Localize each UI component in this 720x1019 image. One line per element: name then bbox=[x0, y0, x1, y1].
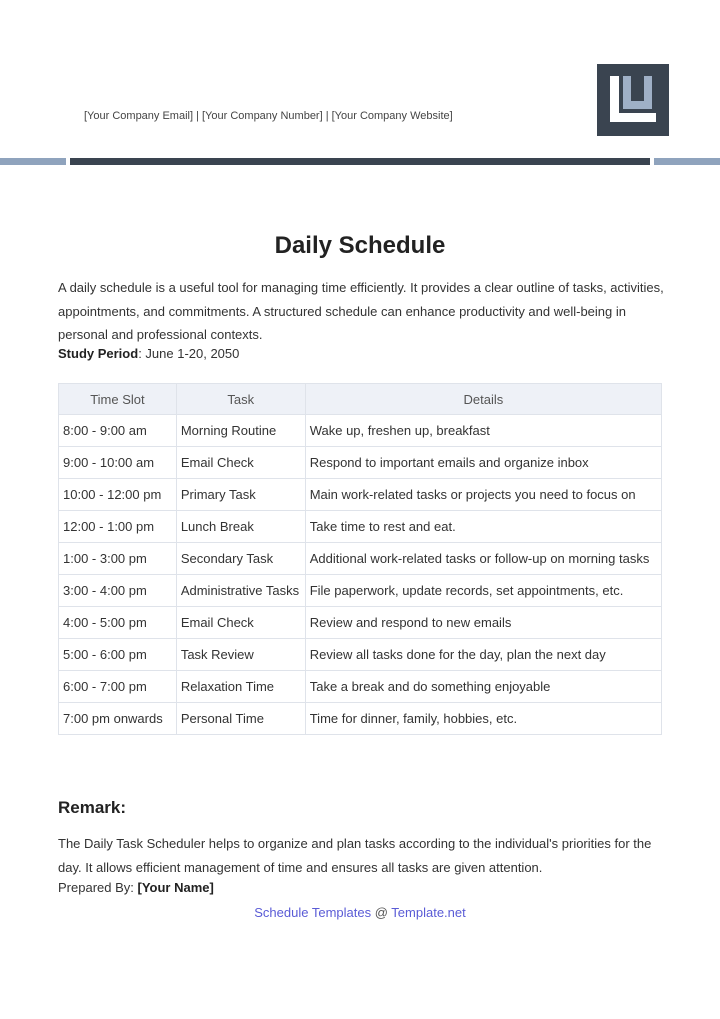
details-cell: Additional work-related tasks or follow-up on morning tasks bbox=[305, 543, 661, 575]
study-period bbox=[58, 346, 239, 361]
table-row bbox=[59, 671, 662, 703]
time-slot-cell: 8:00 - 9:00 am bbox=[59, 415, 177, 447]
task-cell: Task Review bbox=[176, 639, 305, 671]
header-band-left bbox=[0, 158, 66, 165]
table-row bbox=[59, 479, 662, 511]
task-cell: Email Check bbox=[176, 447, 305, 479]
table-row bbox=[59, 543, 662, 575]
schedule-templates-link[interactable]: Schedule Templates bbox=[254, 905, 372, 920]
column-header-task: Task bbox=[176, 384, 305, 415]
time-slot-cell: 1:00 - 3:00 pm bbox=[59, 543, 177, 575]
task-cell: Primary Task bbox=[176, 479, 305, 511]
task-cell: Morning Routine bbox=[176, 415, 305, 447]
template-net-link[interactable]: Template.net bbox=[391, 905, 466, 920]
prepared-by-name: [Your Name] bbox=[137, 880, 214, 895]
details-cell: Main work-related tasks or projects you need to focus on bbox=[305, 479, 661, 511]
task-cell: Lunch Break bbox=[176, 511, 305, 543]
study-period-label: Study Period bbox=[58, 346, 139, 361]
table-row bbox=[59, 607, 662, 639]
table-row bbox=[59, 639, 662, 671]
task-cell: Administrative Tasks bbox=[176, 575, 305, 607]
details-cell: Review and respond to new emails bbox=[305, 607, 661, 639]
task-cell: Secondary Task bbox=[176, 543, 305, 575]
footer-separator: @ bbox=[371, 905, 392, 920]
task-cell: Relaxation Time bbox=[176, 671, 305, 703]
time-slot-cell: 6:00 - 7:00 pm bbox=[59, 671, 177, 703]
page-title: Daily Schedule bbox=[274, 232, 446, 259]
time-slot-cell: 9:00 - 10:00 am bbox=[59, 447, 177, 479]
remark-heading: Remark: bbox=[58, 798, 127, 817]
company-contact-line: [Your Company Email] | [Your Company Number] | [Your Company Website] bbox=[84, 110, 453, 122]
details-cell: Review all tasks done for the day, plan the next day bbox=[305, 639, 661, 671]
table-row bbox=[59, 575, 662, 607]
footer-credit bbox=[0, 905, 720, 920]
remark-paragraph: The Daily Task Scheduler helps to organize and plan tasks according to the individual's priorities for the day. It allows efficient management of time and ensures all tasks are given attention. bbox=[58, 836, 652, 875]
details-cell: Respond to important emails and organize inbox bbox=[305, 447, 661, 479]
task-cell: Personal Time bbox=[176, 703, 305, 735]
details-cell: Wake up, freshen up, breakfast bbox=[305, 415, 661, 447]
time-slot-cell: 10:00 - 12:00 pm bbox=[59, 479, 177, 511]
company-logo-icon bbox=[597, 64, 669, 136]
header-band-right bbox=[654, 158, 720, 165]
prepared-by bbox=[58, 880, 214, 895]
table-row bbox=[59, 511, 662, 543]
time-slot-cell: 12:00 - 1:00 pm bbox=[59, 511, 177, 543]
schedule-table bbox=[58, 383, 662, 735]
details-cell: File paperwork, update records, set appointments, etc. bbox=[305, 575, 661, 607]
details-cell: Time for dinner, family, hobbies, etc. bbox=[305, 703, 661, 735]
study-period-value: : June 1-20, 2050 bbox=[138, 346, 240, 361]
table-row bbox=[59, 415, 662, 447]
column-header-time-slot: Time Slot bbox=[59, 384, 177, 415]
time-slot-cell: 7:00 pm onwards bbox=[59, 703, 177, 735]
table-row bbox=[59, 703, 662, 735]
header-band-middle bbox=[70, 158, 650, 165]
task-cell: Email Check bbox=[176, 607, 305, 639]
column-header-details: Details bbox=[305, 384, 661, 415]
intro-paragraph: A daily schedule is a useful tool for managing time efficiently. It provides a clear outline of tasks, activities, appointments, and commitments. A structured schedule can enhance productivity and well-being in personal and professional contexts. bbox=[58, 280, 664, 342]
details-cell: Take time to rest and eat. bbox=[305, 511, 661, 543]
prepared-by-label: Prepared By: bbox=[58, 880, 138, 895]
table-header-row bbox=[59, 384, 662, 415]
details-cell: Take a break and do something enjoyable bbox=[305, 671, 661, 703]
time-slot-cell: 5:00 - 6:00 pm bbox=[59, 639, 177, 671]
time-slot-cell: 3:00 - 4:00 pm bbox=[59, 575, 177, 607]
time-slot-cell: 4:00 - 5:00 pm bbox=[59, 607, 177, 639]
table-row bbox=[59, 447, 662, 479]
